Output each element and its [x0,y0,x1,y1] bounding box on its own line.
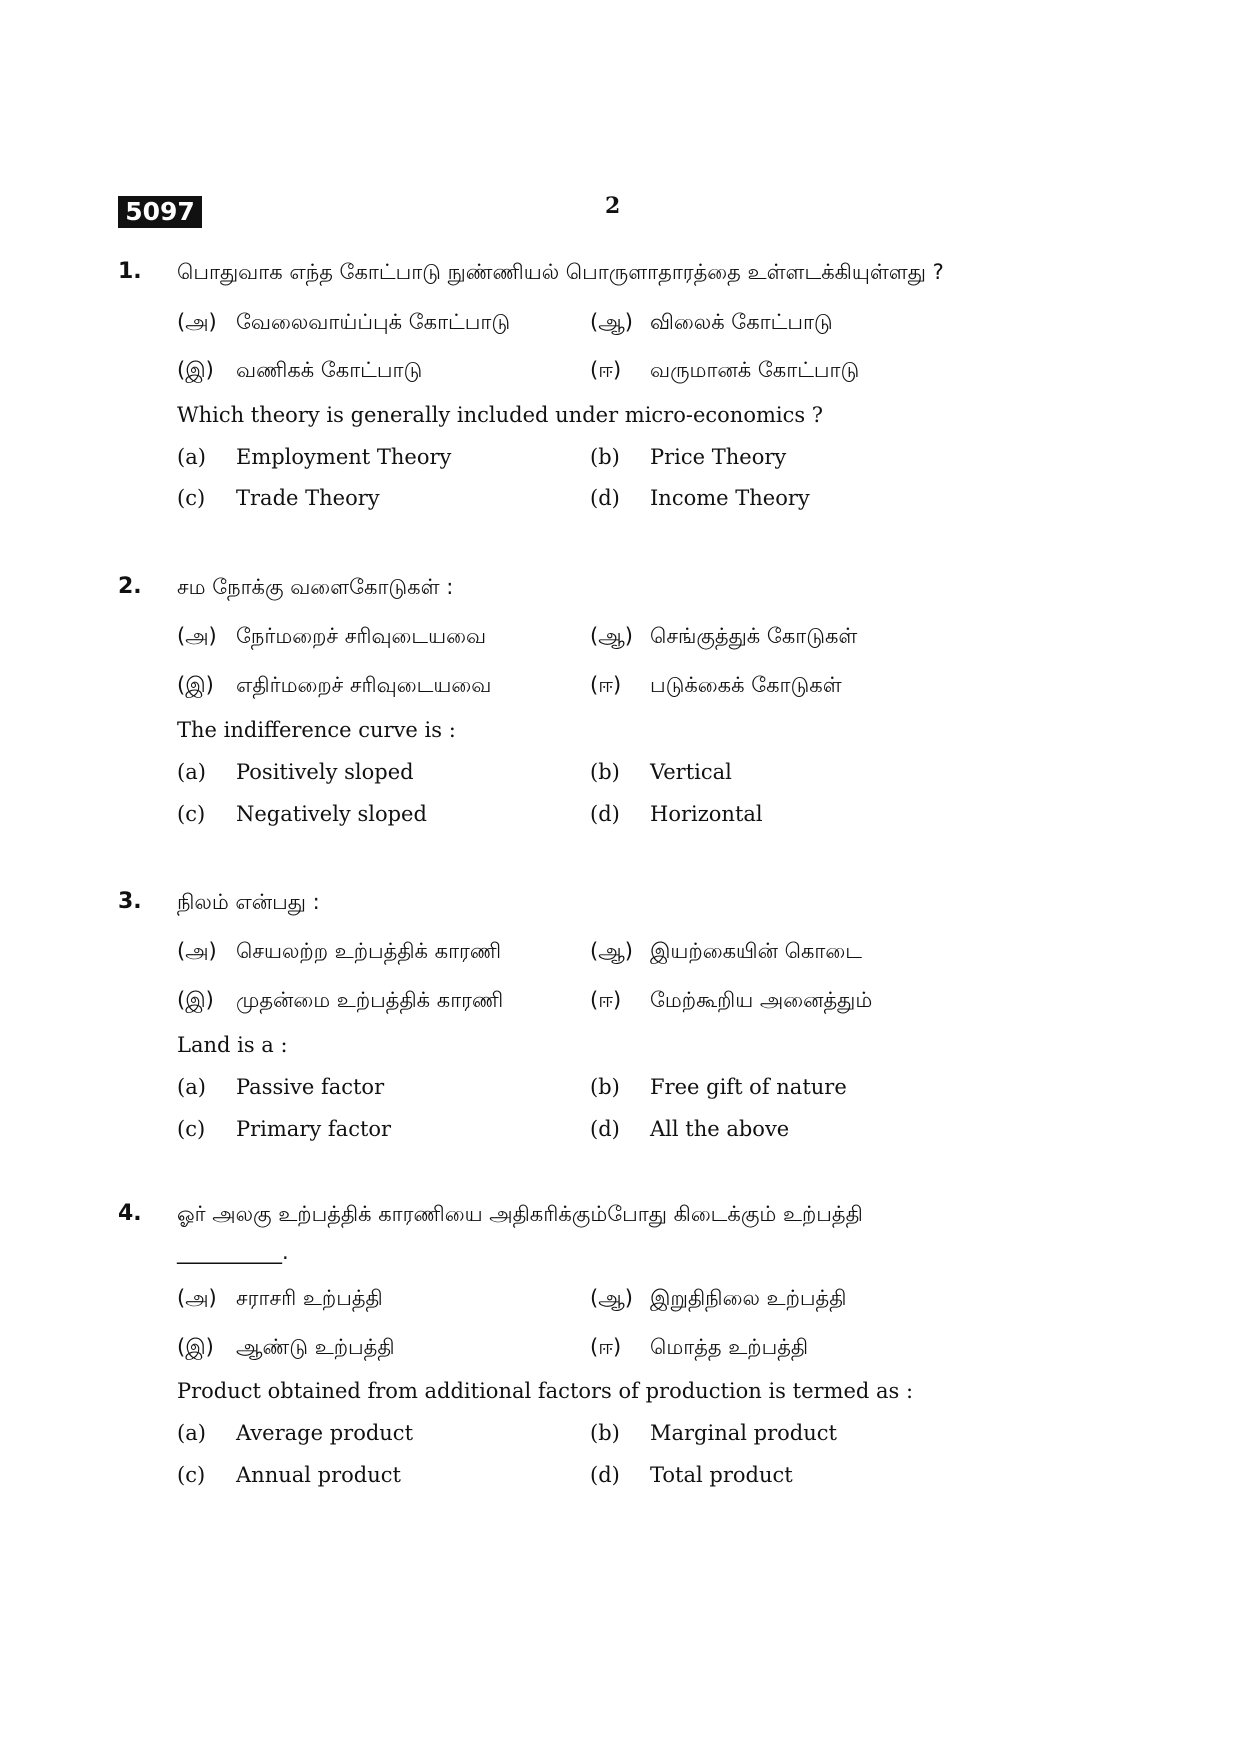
english-options-row-1 [0,757,1240,787]
option-label: (இ) [177,358,214,382]
option-text: இறுதிநிலை உற்பத்தி [650,1286,847,1310]
option-text: எதிர்மறைச் சரிவுடையவை [236,673,492,697]
english-options-row-2 [0,1460,1240,1490]
option-text: படுக்கைக் கோடுகள் [650,673,842,697]
tamil-question-text: ஓர் அலகு உற்பத்திக் காரணியை அதிகரிக்கும்போது கிடைக்கும் உற்பத்தி [177,1202,863,1226]
option-text: மேற்கூறிய அனைத்தும் [650,988,873,1012]
option-label: (d) [590,802,620,826]
tamil-options-row-1 [0,307,1240,337]
option-label: (இ) [177,673,214,697]
tamil-options-row-2 [0,1332,1240,1362]
option-label: (c) [177,1117,206,1141]
option-text: Annual product [236,1463,401,1487]
english-question-text: Land is a : [177,1033,288,1057]
option-label: (ஈ) [590,988,622,1012]
option-label: (a) [177,760,206,784]
option-text: செயலற்ற உற்பத்திக் காரணி [236,939,502,963]
option-text: விலைக் கோட்பாடு [650,310,833,334]
option-text: Positively sloped [236,760,414,784]
option-text: இயற்கையின் கொடை [650,939,862,963]
option-label: (d) [590,486,620,510]
option-text: வணிகக் கோட்பாடு [236,358,423,382]
option-text: Passive factor [236,1075,385,1099]
option-text: செங்குத்துக் கோடுகள் [650,624,858,648]
option-label: (ஆ) [590,310,633,334]
english-options-row-2 [0,483,1240,513]
question-number: 3. [118,889,142,914]
english-options-row-1 [0,1072,1240,1102]
option-label: (அ) [177,1286,217,1310]
option-text: நேர்மறைச் சரிவுடையவை [236,624,487,648]
english-question-text: Product obtained from additional factors of production is termed as : [177,1379,914,1403]
english-options-row-2 [0,799,1240,829]
option-text: வருமானக் கோட்பாடு [650,358,860,382]
option-text: All the above [650,1117,790,1141]
option-text: Vertical [650,760,732,784]
option-label: (b) [590,445,620,469]
option-text: Average product [236,1421,414,1445]
option-text: Marginal product [650,1421,837,1445]
tamil-options-row-2 [0,670,1240,700]
paper-code: 5097 [118,196,202,228]
option-label: (c) [177,802,206,826]
option-text: Free gift of nature [650,1075,847,1099]
option-text: முதன்மை உற்பத்திக் காரணி [236,988,504,1012]
question-number: 4. [118,1201,142,1226]
option-label: (ஈ) [590,673,622,697]
page-number: 2 [605,193,621,219]
question-number: 1. [118,259,142,284]
option-label: (அ) [177,310,217,334]
option-label: (ஈ) [590,358,622,382]
option-label: (a) [177,1075,206,1099]
option-text: ஆண்டு உற்பத்தி [236,1335,395,1359]
option-text: Negatively sloped [236,802,427,826]
answer-blank: __________. [177,1240,289,1264]
option-label: (இ) [177,988,214,1012]
tamil-options-row-2 [0,355,1240,385]
option-text: Total product [650,1463,793,1487]
option-label: (d) [590,1117,620,1141]
option-label: (d) [590,1463,620,1487]
option-text: சராசரி உற்பத்தி [236,1286,383,1310]
option-label: (b) [590,1421,620,1445]
option-text: Income Theory [650,486,810,510]
option-label: (b) [590,760,620,784]
tamil-question-text: நிலம் என்பது : [177,890,320,914]
option-label: (அ) [177,624,217,648]
english-options-row-2 [0,1114,1240,1144]
option-text: Price Theory [650,445,787,469]
option-label: (c) [177,1463,206,1487]
english-question-text: Which theory is generally included under micro-economics ? [177,403,824,427]
english-question-text: The indifference curve is : [177,718,456,742]
option-text: மொத்த உற்பத்தி [650,1335,809,1359]
option-label: (a) [177,1421,206,1445]
option-label: (இ) [177,1335,214,1359]
tamil-question-text: சம நோக்கு வளைகோடுகள் : [177,575,454,599]
tamil-options-row-1 [0,621,1240,651]
option-text: Primary factor [236,1117,392,1141]
tamil-options-row-1 [0,1283,1240,1313]
tamil-options-row-2 [0,985,1240,1015]
option-label: (அ) [177,939,217,963]
option-label: (ஆ) [590,624,633,648]
option-text: வேலைவாய்ப்புக் கோட்பாடு [236,310,511,334]
option-label: (ஆ) [590,1286,633,1310]
option-label: (a) [177,445,206,469]
option-label: (ஆ) [590,939,633,963]
option-text: Trade Theory [236,486,380,510]
option-text: Horizontal [650,802,763,826]
option-label: (ஈ) [590,1335,622,1359]
option-label: (b) [590,1075,620,1099]
tamil-options-row-1 [0,936,1240,966]
english-options-row-1 [0,442,1240,472]
option-label: (c) [177,486,206,510]
tamil-question-text: பொதுவாக எந்த கோட்பாடு நுண்ணியல் பொருளாதாரத்தை உள்ளடக்கியுள்ளது ? [177,260,944,284]
option-text: Employment Theory [236,445,452,469]
question-number: 2. [118,574,142,599]
english-options-row-1 [0,1418,1240,1448]
